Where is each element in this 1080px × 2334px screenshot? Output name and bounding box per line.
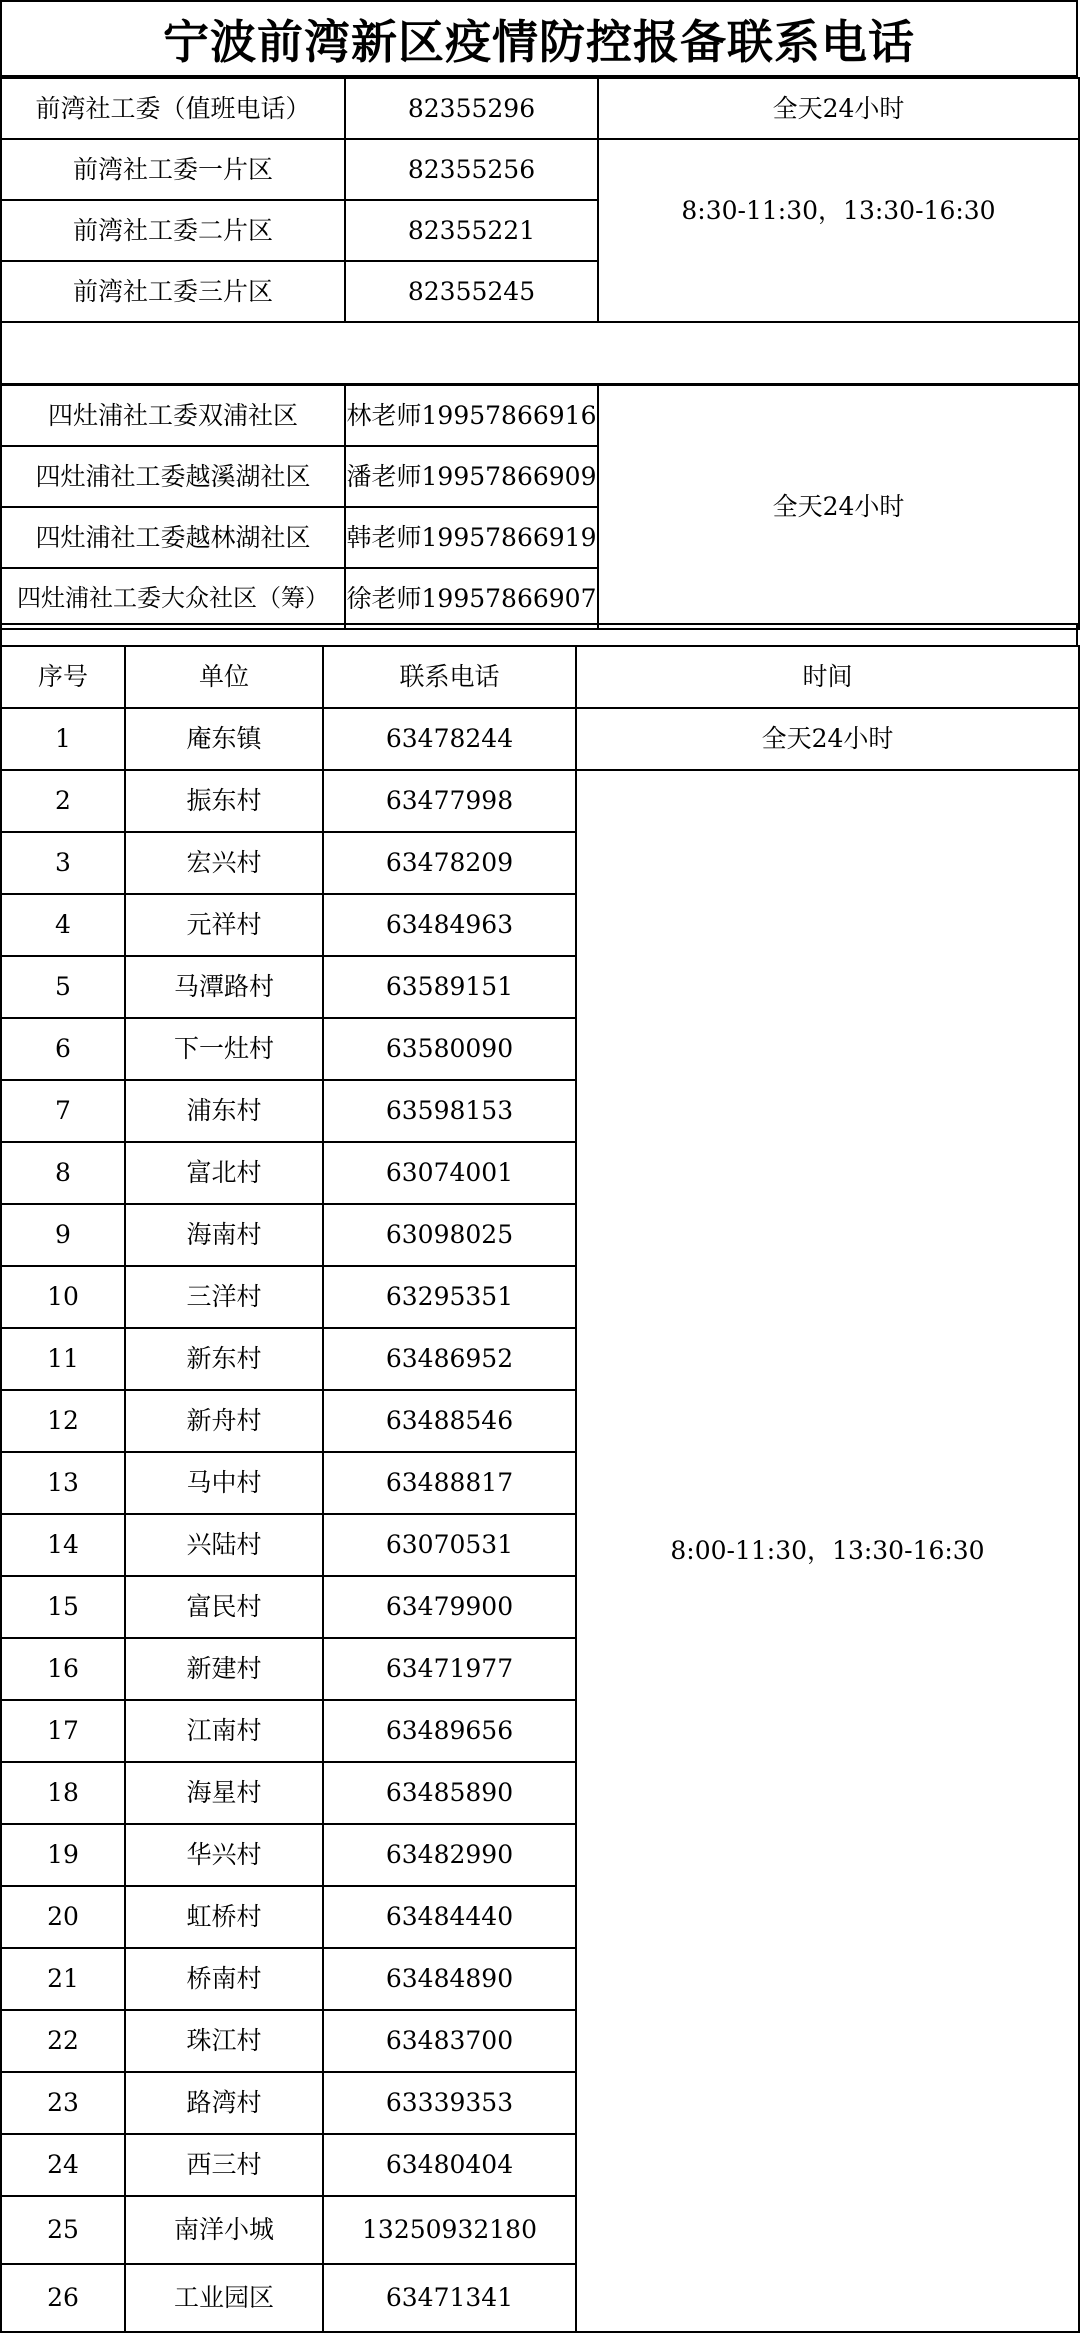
phone-cell: 63488546	[323, 1390, 576, 1452]
unit-cell: 元祥村	[125, 894, 323, 956]
row-number: 20	[1, 1886, 125, 1948]
unit-cell: 前湾社工委二片区	[1, 200, 345, 261]
phone-cell: 63488817	[323, 1452, 576, 1514]
phone-cell: 63484440	[323, 1886, 576, 1948]
phone-cell: 63580090	[323, 1018, 576, 1080]
unit-cell: 振东村	[125, 770, 323, 832]
unit-cell: 庵东镇	[125, 708, 323, 770]
time-cell: 8:30-11:30，13:30-16:30	[598, 139, 1079, 322]
unit-cell: 前湾社工委（值班电话）	[1, 78, 345, 139]
unit-cell: 浦东村	[125, 1080, 323, 1142]
phone-cell: 63098025	[323, 1204, 576, 1266]
unit-cell: 珠江村	[125, 2010, 323, 2072]
row-number: 25	[1, 2196, 125, 2264]
row-number: 13	[1, 1452, 125, 1514]
row-number: 2	[1, 770, 125, 832]
unit-cell: 新东村	[125, 1328, 323, 1390]
unit-cell: 桥南村	[125, 1948, 323, 2010]
header-row	[1, 646, 1079, 708]
phone-cell: 63483700	[323, 2010, 576, 2072]
row-number: 5	[1, 956, 125, 1018]
row-number: 8	[1, 1142, 125, 1204]
unit-cell: 兴陆村	[125, 1514, 323, 1576]
phone-cell: 63477998	[323, 770, 576, 832]
unit-cell: 海南村	[125, 1204, 323, 1266]
phone-cell: 63482990	[323, 1824, 576, 1886]
table-villages	[0, 645, 1080, 2333]
row-number: 3	[1, 832, 125, 894]
unit-cell: 前湾社工委三片区	[1, 261, 345, 322]
header-time: 时间	[576, 646, 1079, 708]
phone-cell: 82355245	[345, 261, 598, 322]
unit-cell: 四灶浦社工委双浦社区	[1, 385, 345, 446]
blank-row	[1, 322, 1079, 384]
phone-cell: 82355296	[345, 78, 598, 139]
unit-cell: 江南村	[125, 1700, 323, 1762]
section-divider	[0, 623, 1078, 645]
unit-cell: 四灶浦社工委越林湖社区	[1, 507, 345, 568]
table-row	[1, 139, 1079, 200]
row-number: 23	[1, 2072, 125, 2134]
row-number: 26	[1, 2264, 125, 2332]
row-number: 6	[1, 1018, 125, 1080]
unit-cell: 前湾社工委一片区	[1, 139, 345, 200]
unit-cell: 海星村	[125, 1762, 323, 1824]
phone-cell: 63484963	[323, 894, 576, 956]
header-phone: 联系电话	[323, 646, 576, 708]
unit-cell: 虹桥村	[125, 1886, 323, 1948]
row-number: 19	[1, 1824, 125, 1886]
blank-cell	[1, 322, 1079, 384]
phone-cell: 63489656	[323, 1700, 576, 1762]
time-cell: 全天24小时	[576, 708, 1079, 770]
table-row	[1, 770, 1079, 832]
row-number: 16	[1, 1638, 125, 1700]
unit-cell: 工业园区	[125, 2264, 323, 2332]
phone-cell: 63070531	[323, 1514, 576, 1576]
row-number: 14	[1, 1514, 125, 1576]
phone-cell: 63486952	[323, 1328, 576, 1390]
unit-cell: 富民村	[125, 1576, 323, 1638]
table-row	[1, 385, 1079, 446]
unit-cell: 南洋小城	[125, 2196, 323, 2264]
row-number: 9	[1, 1204, 125, 1266]
row-number: 10	[1, 1266, 125, 1328]
row-number: 4	[1, 894, 125, 956]
phone-cell: 63295351	[323, 1266, 576, 1328]
row-number: 1	[1, 708, 125, 770]
unit-cell: 三洋村	[125, 1266, 323, 1328]
row-number: 17	[1, 1700, 125, 1762]
phone-cell: 63484890	[323, 1948, 576, 2010]
unit-cell: 马中村	[125, 1452, 323, 1514]
row-number: 11	[1, 1328, 125, 1390]
header-no: 序号	[1, 646, 125, 708]
unit-cell: 富北村	[125, 1142, 323, 1204]
phone-cell: 63074001	[323, 1142, 576, 1204]
row-number: 21	[1, 1948, 125, 2010]
unit-cell: 下一灶村	[125, 1018, 323, 1080]
phone-cell: 63478209	[323, 832, 576, 894]
row-number: 18	[1, 1762, 125, 1824]
phone-cell: 63598153	[323, 1080, 576, 1142]
phone-cell: 63485890	[323, 1762, 576, 1824]
phone-cell: 徐老师19957866907	[345, 568, 598, 629]
time-cell: 全天24小时	[598, 385, 1079, 629]
unit-cell: 四灶浦社工委大众社区（筹）	[1, 568, 345, 629]
row-number: 24	[1, 2134, 125, 2196]
phone-cell: 63339353	[323, 2072, 576, 2134]
row-number: 22	[1, 2010, 125, 2072]
table-row	[1, 708, 1079, 770]
phone-cell: 63479900	[323, 1576, 576, 1638]
unit-cell: 路湾村	[125, 2072, 323, 2134]
page-title: 宁波前湾新区疫情防控报备联系电话	[0, 0, 1078, 77]
time-cell: 全天24小时	[598, 78, 1079, 139]
phone-cell: 63589151	[323, 956, 576, 1018]
table-sizaopu	[0, 384, 1080, 630]
header-unit: 单位	[125, 646, 323, 708]
phone-cell: 63480404	[323, 2134, 576, 2196]
unit-cell: 马潭路村	[125, 956, 323, 1018]
phone-cell: 82355256	[345, 139, 598, 200]
phone-cell: 63471341	[323, 2264, 576, 2332]
table-row	[1, 78, 1079, 139]
table-qianwan	[0, 77, 1080, 385]
row-number: 15	[1, 1576, 125, 1638]
phone-cell: 韩老师19957866919	[345, 507, 598, 568]
unit-cell: 华兴村	[125, 1824, 323, 1886]
row-number: 7	[1, 1080, 125, 1142]
phone-cell: 82355221	[345, 200, 598, 261]
unit-cell: 新舟村	[125, 1390, 323, 1452]
unit-cell: 四灶浦社工委越溪湖社区	[1, 446, 345, 507]
unit-cell: 新建村	[125, 1638, 323, 1700]
phone-cell: 潘老师19957866909	[345, 446, 598, 507]
unit-cell: 西三村	[125, 2134, 323, 2196]
phone-cell: 63478244	[323, 708, 576, 770]
row-number: 12	[1, 1390, 125, 1452]
time-cell: 8:00-11:30，13:30-16:30	[576, 770, 1079, 2332]
phone-cell: 63471977	[323, 1638, 576, 1700]
phone-cell: 林老师19957866916	[345, 385, 598, 446]
unit-cell: 宏兴村	[125, 832, 323, 894]
phone-cell: 13250932180	[323, 2196, 576, 2264]
